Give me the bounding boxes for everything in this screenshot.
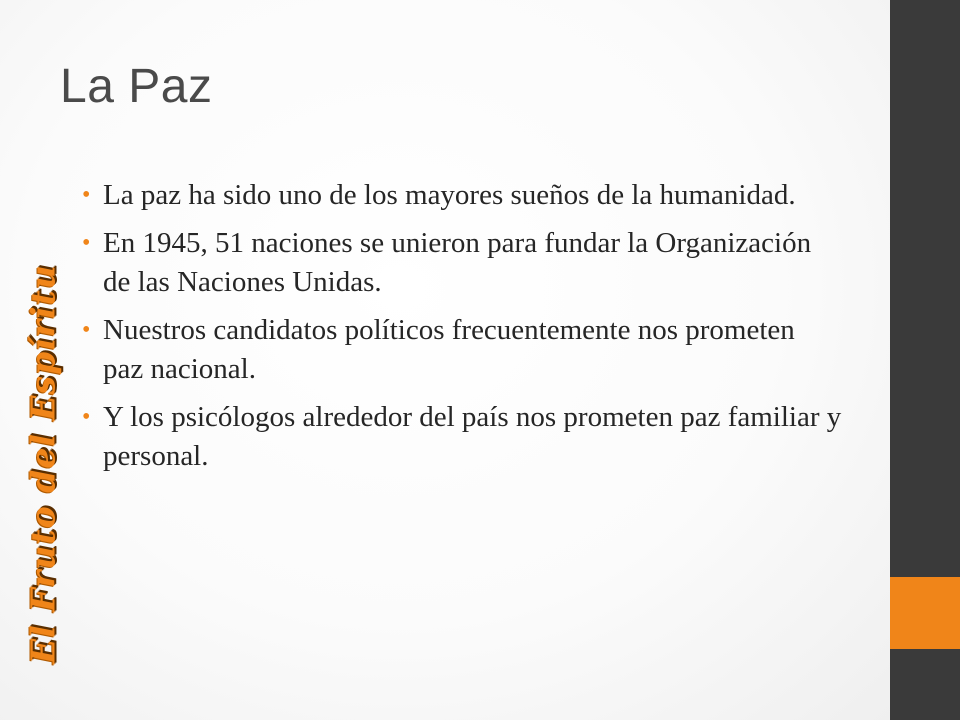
slide-title: La Paz (60, 60, 213, 113)
bullet-item (82, 311, 842, 389)
bullet-item (82, 224, 842, 302)
bullet-icon: • (82, 230, 91, 256)
bullet-text: Y los psicólogos alrededor del país nos prometen paz familiar y personal. (103, 401, 842, 472)
bullet-item (82, 398, 842, 476)
bullet-item (82, 176, 842, 215)
bullet-text: En 1945, 51 naciones se unieron para fundar la Organización de las Naciones Unidas. (103, 227, 812, 298)
bullet-icon: • (82, 404, 91, 430)
bullet-list (82, 176, 842, 485)
bullet-icon: • (82, 317, 91, 343)
side-label: El Fruto del Espíritu (23, 264, 63, 664)
side-label-container (12, 238, 74, 690)
bullet-icon: • (82, 182, 91, 208)
right-accent-block (890, 577, 960, 649)
bullet-text: La paz ha sido uno de los mayores sueños de la humanidad. (103, 179, 796, 211)
bullet-text: Nuestros candidatos políticos frecuentemente nos prometen paz nacional. (103, 314, 795, 385)
